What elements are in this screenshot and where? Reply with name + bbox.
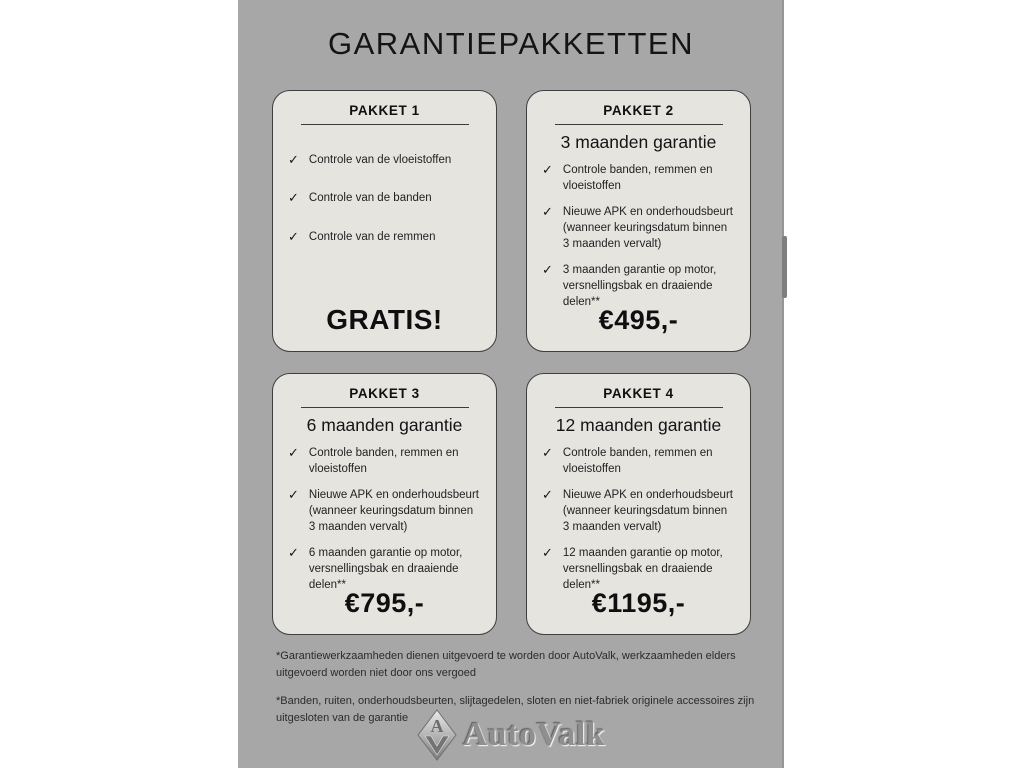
package-item	[542, 262, 735, 311]
package-item-list	[288, 445, 481, 594]
package-item-list	[288, 152, 481, 245]
package-card-3	[272, 373, 497, 635]
check-icon: ✓	[542, 445, 553, 460]
package-subtitle: 12 maanden garantie	[555, 415, 722, 435]
package-item	[288, 545, 481, 594]
package-item-text: Controle van de banden	[308, 192, 432, 205]
check-icon: ✓	[288, 152, 299, 167]
check-icon: ✓	[542, 203, 553, 219]
package-item-text: Controle van de vloeistoffen	[308, 154, 452, 166]
autovalk-diamond-icon	[417, 709, 457, 761]
package-name: PAKKET 2	[603, 103, 674, 118]
package-item	[542, 545, 735, 594]
package-item	[288, 487, 481, 536]
package-item-text: 3 maanden garantie op motor, versnellingsbak en draaiende delen**	[562, 263, 717, 309]
check-icon: ✓	[288, 544, 299, 560]
page-title: GARANTIEPAKKETTEN	[328, 26, 694, 61]
package-item-text: 6 maanden garantie op motor, versnellingsbak en draaiende delen**	[308, 546, 463, 592]
check-icon: ✓	[288, 486, 299, 502]
check-icon: ✓	[288, 228, 299, 244]
package-item-text: Nieuwe APK en onderhoudsbeurt (wanneer keuringsdatum binnen 3 maanden vervalt)	[562, 488, 733, 534]
autovalk-logo-text: AutoValk	[462, 716, 606, 753]
package-item-text: Controle banden, remmen en vloeistoffen	[308, 447, 459, 476]
package-item	[542, 162, 735, 195]
check-icon: ✓	[542, 486, 553, 502]
card-divider	[555, 407, 723, 408]
package-item	[288, 229, 481, 245]
package-item-text: Controle banden, remmen en vloeistoffen	[562, 164, 713, 193]
check-icon: ✓	[288, 445, 299, 460]
package-item	[288, 445, 481, 478]
package-item	[288, 152, 481, 168]
autovalk-logo	[238, 708, 784, 762]
package-card-4	[526, 373, 751, 635]
package-subtitle: 3 maanden garantie	[560, 132, 717, 152]
package-item-text: Nieuwe APK en onderhoudsbeurt (wanneer keuringsdatum binnen 3 maanden vervalt)	[562, 205, 733, 251]
package-item-text: Nieuwe APK en onderhoudsbeurt (wanneer keuringsdatum binnen 3 maanden vervalt)	[308, 488, 479, 534]
card-divider	[555, 124, 723, 125]
footnote-warranty-work: *Garantiewerkzaamheden dienen uitgevoerd te worden door AutoValk, werkzaamheden elders uitgevoerd worden niet door ons vergoed	[276, 650, 736, 680]
package-name: PAKKET 1	[349, 103, 420, 118]
package-item-list	[542, 162, 735, 311]
footnote-exclusions: *Banden, ruiten, onderhoudsbeurten, slijtagedelen, sloten en niet-fabriek originele accessoires zijn uitgesloten van de garantie	[276, 695, 755, 725]
poster	[238, 0, 784, 768]
package-price: €795,-	[344, 588, 425, 618]
package-item	[542, 204, 735, 253]
check-icon: ✓	[542, 162, 553, 177]
check-icon: ✓	[542, 544, 553, 560]
package-card-2	[526, 90, 751, 352]
package-price: €1195,-	[591, 588, 686, 618]
package-name: PAKKET 4	[603, 386, 674, 401]
package-item	[542, 445, 735, 478]
package-item	[288, 190, 481, 206]
card-divider	[301, 407, 469, 408]
package-subtitle: 6 maanden garantie	[306, 415, 463, 435]
package-price: €495,-	[598, 305, 679, 335]
package-price: GRATIS!	[326, 304, 443, 335]
package-item-text: Controle banden, remmen en vloeistoffen	[562, 447, 713, 476]
package-item	[542, 487, 735, 536]
card-divider	[301, 124, 469, 125]
scrollbar-thumb[interactable]	[782, 236, 787, 298]
svg-text:A: A	[430, 716, 444, 736]
package-card-1	[272, 90, 497, 352]
package-item-text: Controle van de remmen	[308, 230, 436, 243]
package-name: PAKKET 3	[349, 386, 420, 401]
package-item-list	[542, 445, 735, 594]
package-item-text: 12 maanden garantie op motor, versnellingsbak en draaiende delen**	[562, 546, 723, 592]
check-icon: ✓	[288, 190, 299, 206]
check-icon: ✓	[542, 261, 553, 277]
